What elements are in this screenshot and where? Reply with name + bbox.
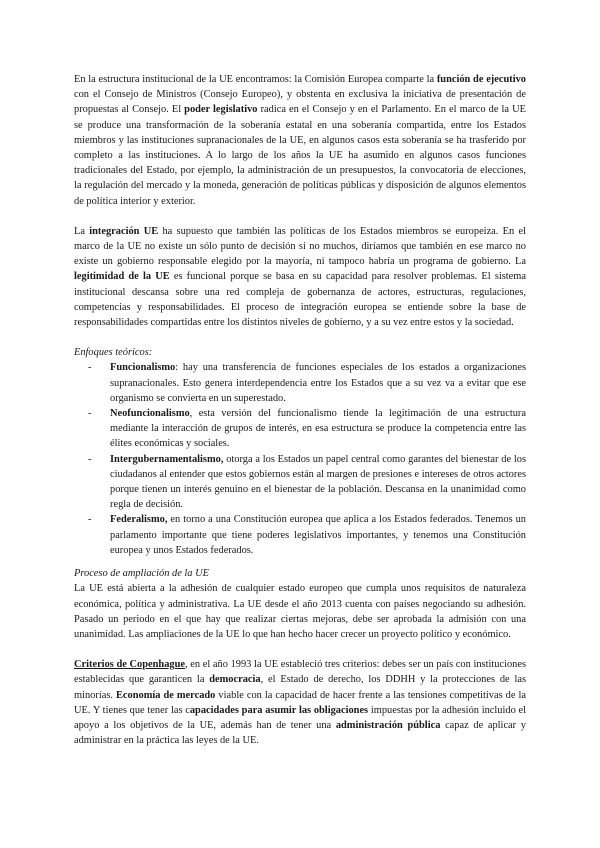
bold-term: poder legislativo: [184, 104, 258, 116]
bold-term: apacidades para asumir las obligaciones: [189, 704, 369, 716]
list-item: [88, 360, 526, 406]
bold-term: función de ejecutivo: [436, 74, 527, 85]
bold-term: legitimidad de la UE: [74, 271, 170, 283]
text: En la estructura institucional de la UE encontramos: la Comisión Europea comparte la: [74, 74, 437, 85]
list-dash: -: [88, 408, 92, 420]
bold-term: integración UE: [89, 225, 159, 237]
list-dash: -: [88, 362, 92, 374]
list-term: Intergubernamentalismo,: [110, 453, 224, 465]
text: capaz de aplicar y administrar en la práctica las leyes de la UE.: [74, 719, 527, 747]
list-text: , esta versión del funcionalismo tiende la legitimación de una estructura mediante la interacción de grupos de interés, en esa estructura se produce la competencia entre las élites económicas y sociales.: [110, 408, 526, 450]
paragraph-ampliacion: La UE está abierta a la adhesión de cualquier estado europeo que cumpla unos requisitos de naturaleza económica, política y administrativa. La UE desde el año 2013 cuenta con países negociando su adhesión. Pasado un periodo en el que hay que realizar ciertas mejoras, debe ser aprobada la admisión con una unanimidad. Las ampliaciones de la UE lo que han hecho hacer crecer un proyecto político y económico.: [74, 583, 526, 640]
text: radica en el Consejo y en el Parlamento. En el marco de la UE se produce una transformación de la soberanía estatal en una soberanía compartida, entre los Estados miembros y las instituciones supranacionales de la UE, en algunos casos esta soberanía se ha trasferido por completo a las instituciones. A lo largo de los años la UE ha asumido en algunos casos funciones tradicionales del Estado, por ejemplo, la administración de un presupuestos, la convocatoria de elecciones, la regulación del mercado y la moneda, generación de políticas públicas y disposición de algunos elementos de política interior y exterior.: [74, 104, 526, 207]
text: con el Consejo de Ministros (Consejo Europeo), y obstenta en exclusiva la iniciativa de presentación de propuestas al Consejo. El: [74, 89, 526, 116]
paragraph-integration: [74, 224, 526, 330]
paragraph-copenhague: [74, 657, 526, 748]
paragraph-institutional-structure: [74, 72, 526, 209]
list-text: en torno a una Constitución europea que aplica a los Estados federados. Tenemos un parlamento importante que tiene poderes legislativos importantes, y tenemos una Constitución europea y unos Estados federados.: [110, 514, 526, 556]
list-text: : hay una transferencia de funciones especiales de los estados a organizaciones supranacionales. Esto genera interdependencia entre los Estados que a su vez va a evitar que ese organismo se convierta en un superestado.: [110, 362, 526, 404]
bold-underlined-term: Criterios de Copenhague: [74, 659, 185, 671]
text: impuestas por la adhesión incluido el apoyo a los objetivos de la UE, además han de tener una: [74, 704, 527, 731]
text: viable con la capacidad de hacer frente a las tensiones competitivas de la UE. Y tienes que tener las c: [74, 689, 526, 716]
text: ha supuesto que también las políticas de los Estados miembros se europeiza. En el marco de la UE no existe un sólo punto de decisión si no muchos, diríamos que también en ese marco no existe un gobierno responsable elegido por la mayoría, ni tampoco habría un programa de gobierno. La: [74, 225, 526, 268]
text: La: [74, 225, 90, 237]
list-item: [88, 452, 526, 513]
section-heading-enfoques: Enfoques teóricos:: [74, 347, 153, 359]
bold-term: administración pública: [335, 719, 441, 731]
list-text: otorga a los Estados un papel central como garantes del bienestar de los ciudadanos al entender que estos gobiernos están al margen de presiones e intereses de otros actores porque tienen un interés genuino en el bienestar de la población. Descansa en la unanimidad como regla de decisión.: [110, 453, 526, 511]
list-item: [88, 406, 526, 452]
section-heading-ampliacion: Proceso de ampliación de la UE: [74, 568, 209, 580]
text: , el Estado de derecho, los DDHH y la protecciones de las minorías.: [74, 674, 526, 701]
list-dash: -: [88, 514, 92, 526]
list-term: Federalismo,: [110, 514, 168, 526]
bold-term: Economía de mercado: [116, 689, 216, 701]
list-term: Neofuncionalismo: [110, 408, 190, 420]
text: , en el año 1993 la UE estableció tres criterios: debes ser un país con instituciones establecidas que garanticen la: [74, 659, 526, 686]
bold-term: democracia: [209, 674, 261, 686]
list-dash: -: [88, 453, 92, 465]
text: es funcional porque se basa en su capacidad para resolver problemas. El sistema institucional descansa sobre una red compleja de gobernanza de actores, estructuras, regulaciones, competencias y responsabilidades. El proceso de integración europea se entiende sobre la base de responsabilidades compartidas entre los distintos niveles de gobierno, y a su vez entre estos y la sociedad.: [74, 271, 526, 329]
theories-list: [74, 360, 526, 558]
list-item: [88, 512, 526, 558]
list-term: Funcionalismo: [110, 362, 176, 374]
